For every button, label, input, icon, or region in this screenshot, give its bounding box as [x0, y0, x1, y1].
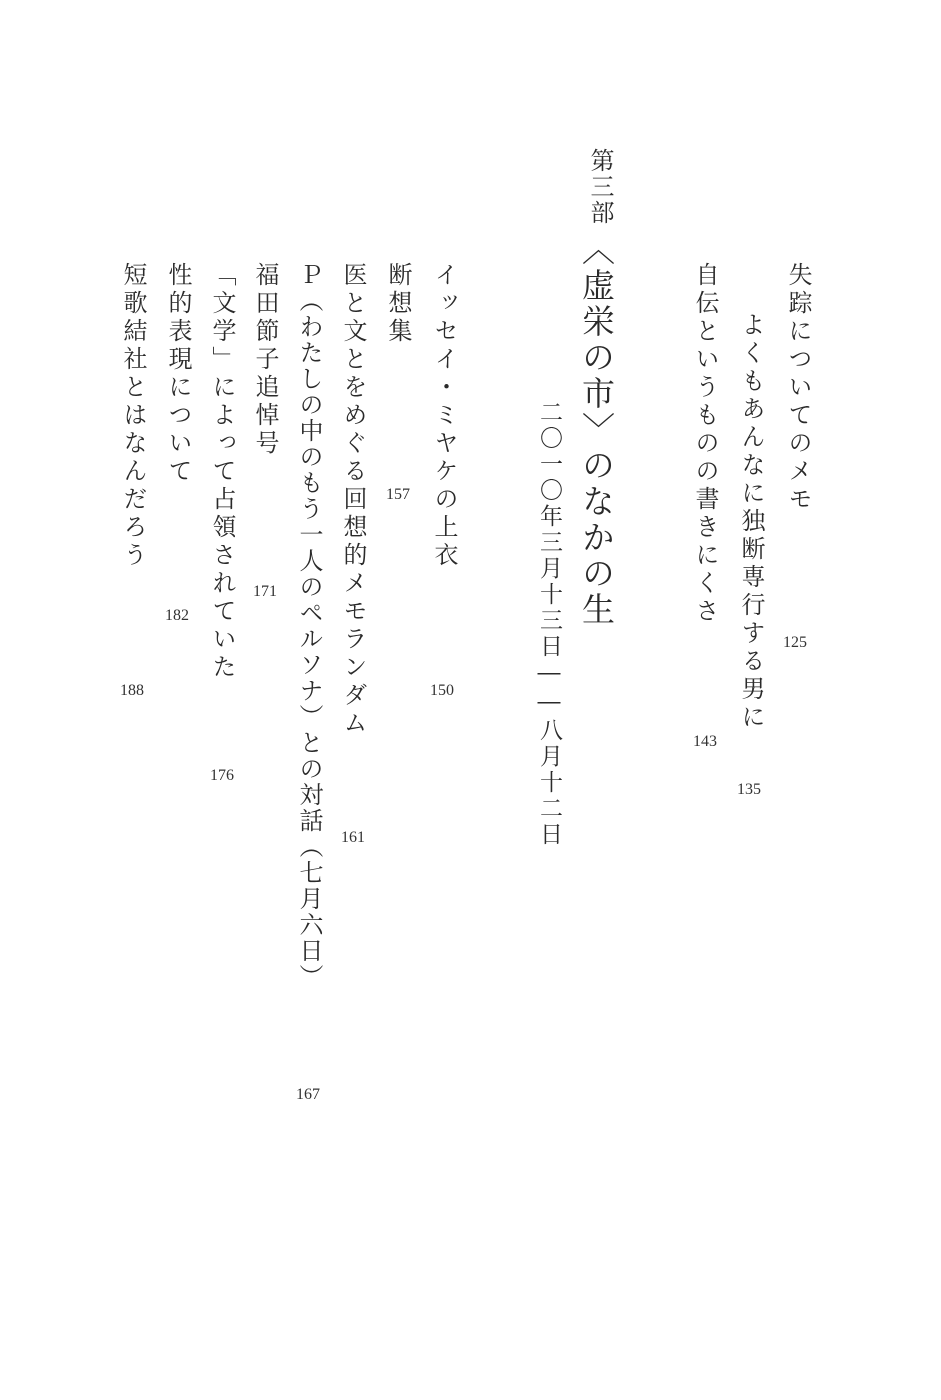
- toc-entry-page: 125: [783, 634, 807, 651]
- part-title: 〈虚栄の市〉のなかの生: [577, 232, 616, 628]
- toc-entry-title: 「文学」によって占領されていた: [208, 262, 236, 682]
- toc-entry-page: 167: [296, 1086, 320, 1103]
- toc-entry-title: 福田節子追悼号: [251, 262, 279, 458]
- toc-entry-title: 医と文とをめぐる回想的メモランダム: [339, 262, 367, 738]
- toc-entry-page: 150: [430, 682, 454, 699]
- toc-entry-title: 失踪についてのメモ: [784, 262, 812, 514]
- toc-entry-page: 161: [341, 829, 365, 846]
- toc-entry-title: 性的表現について: [164, 262, 192, 486]
- toc-entry-title: 短歌結社とはなんだろう: [119, 262, 147, 570]
- toc-entry-title: イッセイ・ミヤケの上衣: [430, 262, 458, 570]
- toc-entry-page: 182: [165, 607, 189, 624]
- part-dates: 二〇一〇年三月十三日――八月十二日: [536, 400, 562, 848]
- toc-entry-title: 断想集: [384, 262, 412, 346]
- toc-entry-title: 自伝というものの書きにくさ: [691, 262, 719, 626]
- toc-entry-page: 143: [693, 733, 717, 750]
- toc-entry-page: 171: [253, 583, 277, 600]
- toc-entry-page: 176: [210, 767, 234, 784]
- toc-entry-page: 157: [386, 486, 410, 503]
- toc-entry-title: Ｐ（わたしの中のもう一人のペルソナ）との対話（七月六日）: [295, 262, 323, 990]
- part-label: 第三部: [586, 148, 614, 226]
- toc-entry-page: 188: [120, 682, 144, 699]
- toc-entry-page: 135: [737, 781, 761, 798]
- toc-entry-title: よくもあんなに独断専行する男に: [737, 312, 765, 732]
